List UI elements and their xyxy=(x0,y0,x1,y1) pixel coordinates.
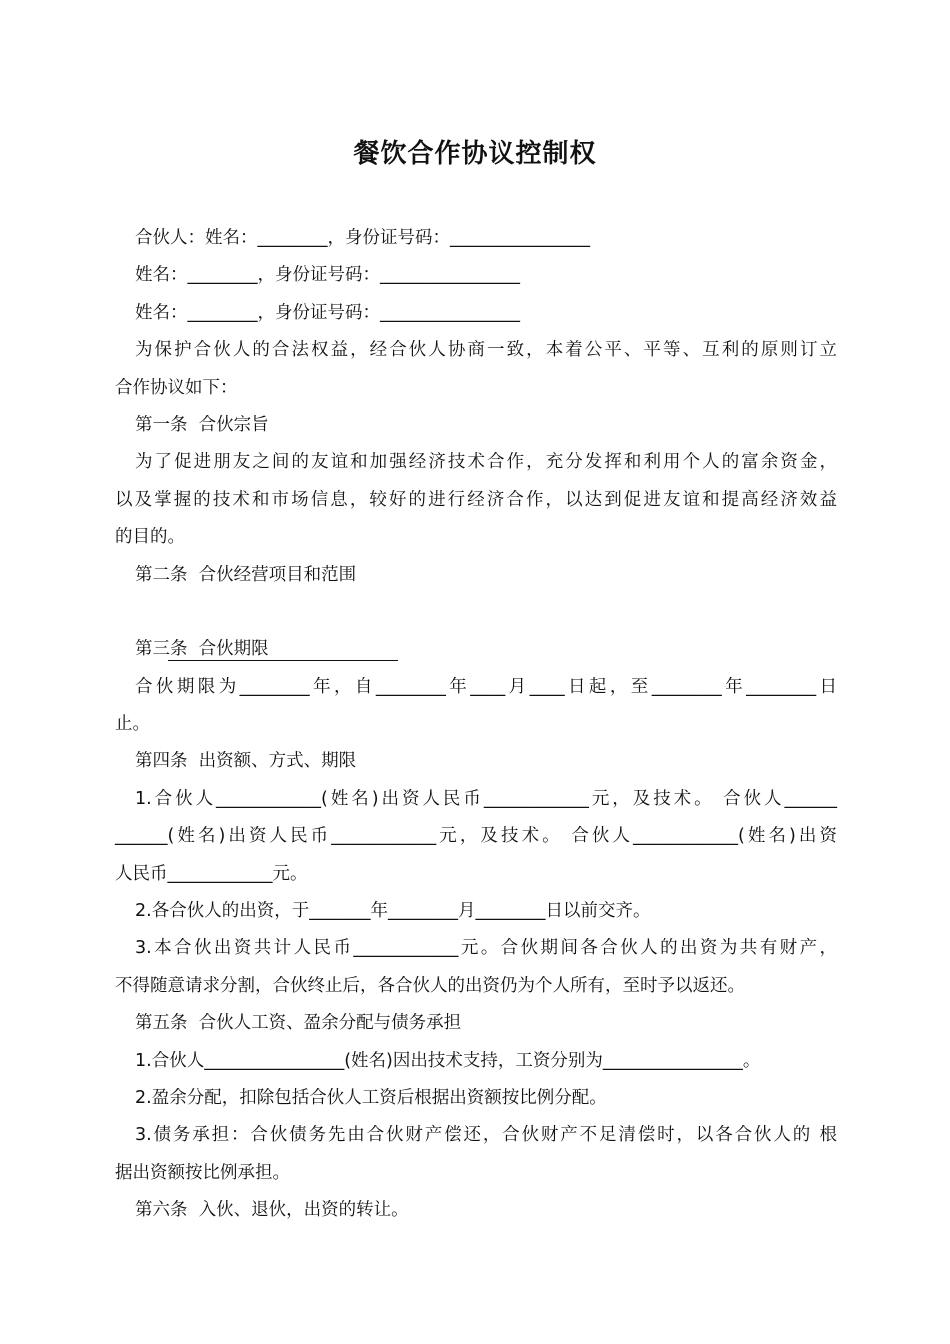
article-4-item-1-line-2: ______(姓名)出资人民币____________元，及技术。 合伙人____________(姓名)出资 xyxy=(115,826,837,847)
article-1-text-2: 以及掌握的技术和市场信息，较好的进行经济合作，以达到促进友谊和提高经济效益 xyxy=(115,489,837,510)
article-3-text-1: 合伙期限为________年，自________年____月____日起，至________年________日 xyxy=(135,676,837,697)
document-body xyxy=(115,220,837,1230)
article-4-item-3-line-1: 3.本合伙出资共计人民币____________元。合伙期间各合伙人的出资为共有财产， xyxy=(135,938,837,959)
article-5-item-1: 1.合伙人________________(姓名)因出技术支持，工资分别为________________。 xyxy=(135,1050,761,1071)
article-4-item-1-line-1: 1.合伙人____________(姓名)出资人民币____________元，及技术。 合伙人______ xyxy=(135,788,837,809)
article-3-heading: 第三条 合伙期限 xyxy=(135,639,269,660)
preamble-line-2: 合作协议如下： xyxy=(115,377,238,398)
article-4-item-1-line-3: 人民币____________元。 xyxy=(115,863,308,884)
article-5-item-3-line-1: 3.债务承担：合伙债务先由合伙财产偿还，合伙财产不足清偿时，以各合伙人的 根 xyxy=(135,1125,837,1146)
article-6-heading: 第六条 入伙、退伙，出资的转让。 xyxy=(135,1200,409,1221)
article-1-text-3: 的目的。 xyxy=(115,527,185,548)
document-title: 餐饮合作协议控制权 xyxy=(353,139,597,169)
article-2-heading: 第二条 合伙经营项目和范围 xyxy=(135,564,357,585)
partner-line-2: 姓名：________，身份证号码：________________ xyxy=(135,265,520,286)
article-1-heading: 第一条 合伙宗旨 xyxy=(135,414,269,435)
preamble-line-1: 为保护合伙人的合法权益，经合伙人协商一致，本着公平、平等、互利的原则订立 xyxy=(135,340,837,361)
article-4-item-2: 2.各合伙人的出资，于_______年________月________日以前交齐。 xyxy=(135,901,651,922)
article-4-heading: 第四条 出资额、方式、期限 xyxy=(135,751,357,772)
article-5-item-3-line-2: 据出资额按比例承担。 xyxy=(115,1162,290,1183)
partner-line-3: 姓名：________，身份证号码：________________ xyxy=(135,302,520,323)
partner-line-1: 合伙人：姓名：________，身份证号码：________________ xyxy=(135,228,590,248)
article-5-heading: 第五条 合伙人工资、盈余分配与债务承担 xyxy=(135,1013,462,1034)
article-4-item-3-line-2: 不得随意请求分割，合伙终止后，各合伙人的出资仍为个人所有，至时予以返还。 xyxy=(115,975,745,996)
article-1-text-1: 为了促进朋友之间的友谊和加强经济技术合作，充分发挥和利用个人的富余资金， xyxy=(135,452,837,473)
article-3-text-2: 止。 xyxy=(115,714,150,735)
article-2-blank xyxy=(115,594,837,631)
article-5-item-2: 2.盈余分配，扣除包括合伙人工资后根据出资额按比例分配。 xyxy=(135,1087,607,1108)
